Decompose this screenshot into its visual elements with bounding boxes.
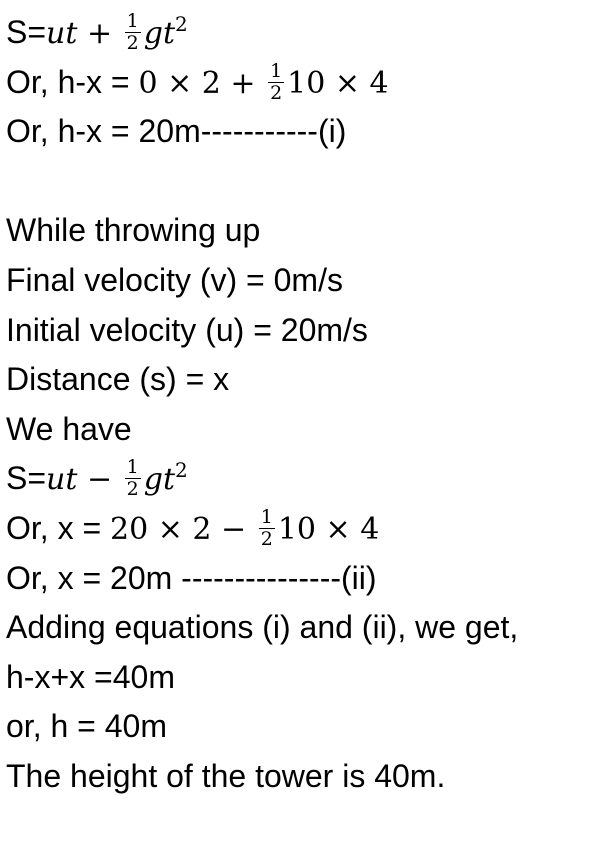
var-t: t (65, 16, 78, 51)
text-line-8: We have (6, 410, 132, 447)
var-t: t (162, 16, 176, 51)
equation-prefix: Or, h-x = (6, 63, 139, 100)
text-line-5: Final velocity (v) = 0m/s (6, 261, 343, 298)
fraction-numerator: 1 (260, 505, 273, 528)
fraction-numerator: 1 (126, 456, 139, 479)
math-expression-tail: 10 × 4 (287, 65, 389, 101)
fraction-half (125, 457, 141, 500)
fraction-half (259, 507, 275, 550)
text-line-6: Initial velocity (u) = 20m/s (6, 311, 368, 348)
text-line-15: The height of the tower is 40m. (6, 757, 446, 794)
plus-operator: + (77, 16, 122, 51)
text-line-11: Or, x = 20m ---------------(ii) (6, 559, 377, 596)
text-line-7: Distance (s) = x (6, 361, 230, 398)
minus-operator: − (77, 462, 122, 498)
var-t: t (162, 462, 176, 498)
var-t: t (65, 462, 78, 498)
fraction-numerator: 1 (270, 59, 283, 82)
fraction-half (268, 61, 284, 104)
math-expression (46, 462, 122, 497)
fraction-denominator: 2 (126, 32, 139, 55)
math-expression-tail (144, 16, 175, 51)
var-g: g (143, 462, 163, 498)
equation-line-1 (6, 8, 606, 58)
exponent: 2 (175, 12, 188, 36)
exponent: 2 (175, 458, 188, 483)
math-expression (46, 16, 122, 51)
math-expression: 0 × 2 + (138, 65, 266, 101)
equation-prefix: S= (6, 460, 47, 497)
var-u: u (46, 462, 66, 498)
equation-line-9 (6, 454, 606, 504)
fraction-denominator: 2 (260, 527, 273, 550)
math-expression-tail (144, 462, 175, 497)
math-expression: 20 × 2 − (110, 511, 256, 547)
text-line-13: h-x+x =40m (6, 658, 175, 695)
equation-line-2 (6, 58, 606, 108)
solution-document (6, 8, 606, 802)
equation-prefix: Or, x = (6, 509, 111, 546)
fraction-half (125, 11, 141, 54)
var-u: u (46, 16, 66, 51)
text-line-4: While throwing up (6, 212, 261, 249)
fraction-denominator: 2 (126, 478, 139, 501)
fraction-numerator: 1 (126, 10, 139, 33)
blank-line (6, 157, 606, 207)
fraction-denominator: 2 (270, 81, 283, 104)
text-line-12: Adding equations (i) and (ii), we get, (6, 609, 519, 646)
math-expression-tail: 10 × 4 (277, 511, 380, 547)
equation-prefix: S= (6, 14, 47, 50)
text-line-3: Or, h-x = 20m-----------(i) (6, 113, 347, 150)
equation-line-10 (6, 504, 606, 554)
var-g: g (143, 16, 163, 51)
text-line-14: or, h = 40m (6, 708, 167, 745)
